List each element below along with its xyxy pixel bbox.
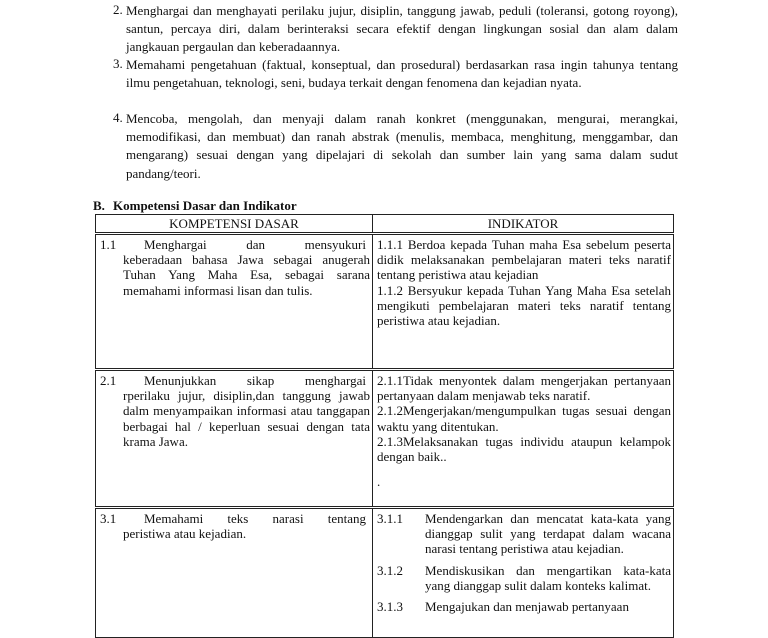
indicator-text: Mengajukan dan menjawab pertanyaan bbox=[425, 599, 629, 615]
indicator-cell bbox=[373, 234, 674, 370]
header-indikator: INDIKATOR bbox=[373, 215, 674, 234]
section-letter: B. bbox=[93, 198, 105, 213]
list-number: 2. bbox=[113, 2, 123, 17]
kd-number: 2.1 bbox=[100, 373, 117, 388]
table-row bbox=[96, 508, 674, 638]
list-item bbox=[113, 110, 678, 183]
indicator-text: 2.1.3Melaksanakan tugas individu ataupun kelampok dengan baik.. bbox=[377, 433, 671, 465]
kd-text: keberadaan bahasa Jawa sebagai anugerah Tuhan Yang Maha Esa, sebagai sarana memahami informasi lisan dan tulis. bbox=[123, 252, 370, 298]
kd-first-line: Memahami teks narasi tentang bbox=[144, 511, 366, 526]
indicator-text: Mendiskusikan dan mengartikan kata-kata yang dianggap sulit dalam konteks kalimat. bbox=[425, 562, 671, 593]
kd-cell bbox=[96, 234, 373, 370]
list-number: 3. bbox=[113, 56, 123, 71]
list-text: Memahami pengetahuan (faktual, konseptual, dan prosedural) berdasarkan rasa ingin tahunya tentang ilmu pengetahuan, teknologi, seni, budaya terkait dengan fenomena dan kejadian nyata. bbox=[126, 57, 678, 91]
indicator-item bbox=[377, 563, 671, 593]
table-row bbox=[96, 234, 674, 370]
indicator-text: Mendengarkan dan mencatat kata-kata yang dianggap sulit yang terdapat dalam wacana narasi tentang peristiwa atau kejadian. bbox=[425, 511, 671, 557]
list-text: Mencoba, mengolah, dan menyaji dalam ranah konkret (menggunakan, mengurai, merangkai, memodifikasi, dan membuat) dan ranah abstrak (menulis, membaca, menghitung, menggambar, dan mengarang) sesuai dengan yang dipelajari di sekolah dan sumber lain yang sama dalam sudut pandang/teori. bbox=[126, 111, 678, 181]
indicator-number: 3.1.3 bbox=[377, 599, 403, 615]
kd-text: peristiwa atau kejadian. bbox=[123, 526, 247, 542]
kd-number: 1.1 bbox=[100, 237, 117, 252]
kd-first-line: Menghargai dan mensyukuri bbox=[144, 237, 366, 252]
kd-first-line: Menunjukkan sikap menghargai bbox=[144, 373, 366, 388]
indicator-cell bbox=[373, 508, 674, 638]
indicator-item bbox=[377, 511, 671, 557]
list-number: 4. bbox=[113, 110, 123, 125]
list-item bbox=[113, 2, 678, 57]
indicator-cell bbox=[373, 370, 674, 508]
section-heading bbox=[93, 198, 297, 214]
table-row bbox=[96, 370, 674, 508]
competency-table bbox=[95, 214, 674, 638]
table-header-row bbox=[96, 215, 674, 234]
section-title: Kompetensi Dasar dan Indikator bbox=[113, 198, 297, 213]
indicator-number: 3.1.2 bbox=[377, 562, 403, 578]
header-kompetensi-dasar: KOMPETENSI DASAR bbox=[96, 215, 373, 234]
list-item bbox=[113, 56, 678, 92]
kd-number: 3.1 bbox=[100, 511, 117, 526]
kd-cell bbox=[96, 508, 373, 638]
indicator-text: 2.1.1Tidak menyontek dalam mengerjakan pertanyaan pertanyaan dalam menjawab teks naratif. bbox=[377, 373, 671, 404]
indicator-item bbox=[377, 599, 671, 614]
indicator-text: 1.1.1 Berdoa kepada Tuhan maha Esa sebelum peserta didik melaksanakan pembelajaran materi teks naratif tentang peristiwa atau kejadian bbox=[377, 237, 671, 283]
indicator-text: 1.1.2 Bersyukur kepada Tuhan Yang Maha Esa setelah mengikuti pembelajaran materi teks naratif tentang peristiwa atau kejadian. bbox=[377, 282, 671, 329]
indicator-number: 3.1.1 bbox=[377, 511, 403, 526]
kd-cell bbox=[96, 370, 373, 508]
indicator-text: . bbox=[377, 474, 381, 490]
list-text: Menghargai dan menghayati perilaku jujur, disiplin, tanggung jawab, peduli (toleransi, gotong royong), santun, percaya diri, dalam berinteraksi secara efektif dengan lingkungan sosial dan alam dalam jangkauan pergaulan dan keberadaannya. bbox=[126, 3, 678, 55]
kd-text: rperilaku jujur, disiplin,dan tanggung jawab dalm menyampaikan informasi atau tanggapan berbagai hal / keperluan sesuai dengan tata krama Jawa. bbox=[123, 388, 370, 449]
indicator-text: 2.1.2Mengerjakan/mengumpulkan tugas sesuai dengan waktu yang ditentukan. bbox=[377, 403, 671, 434]
